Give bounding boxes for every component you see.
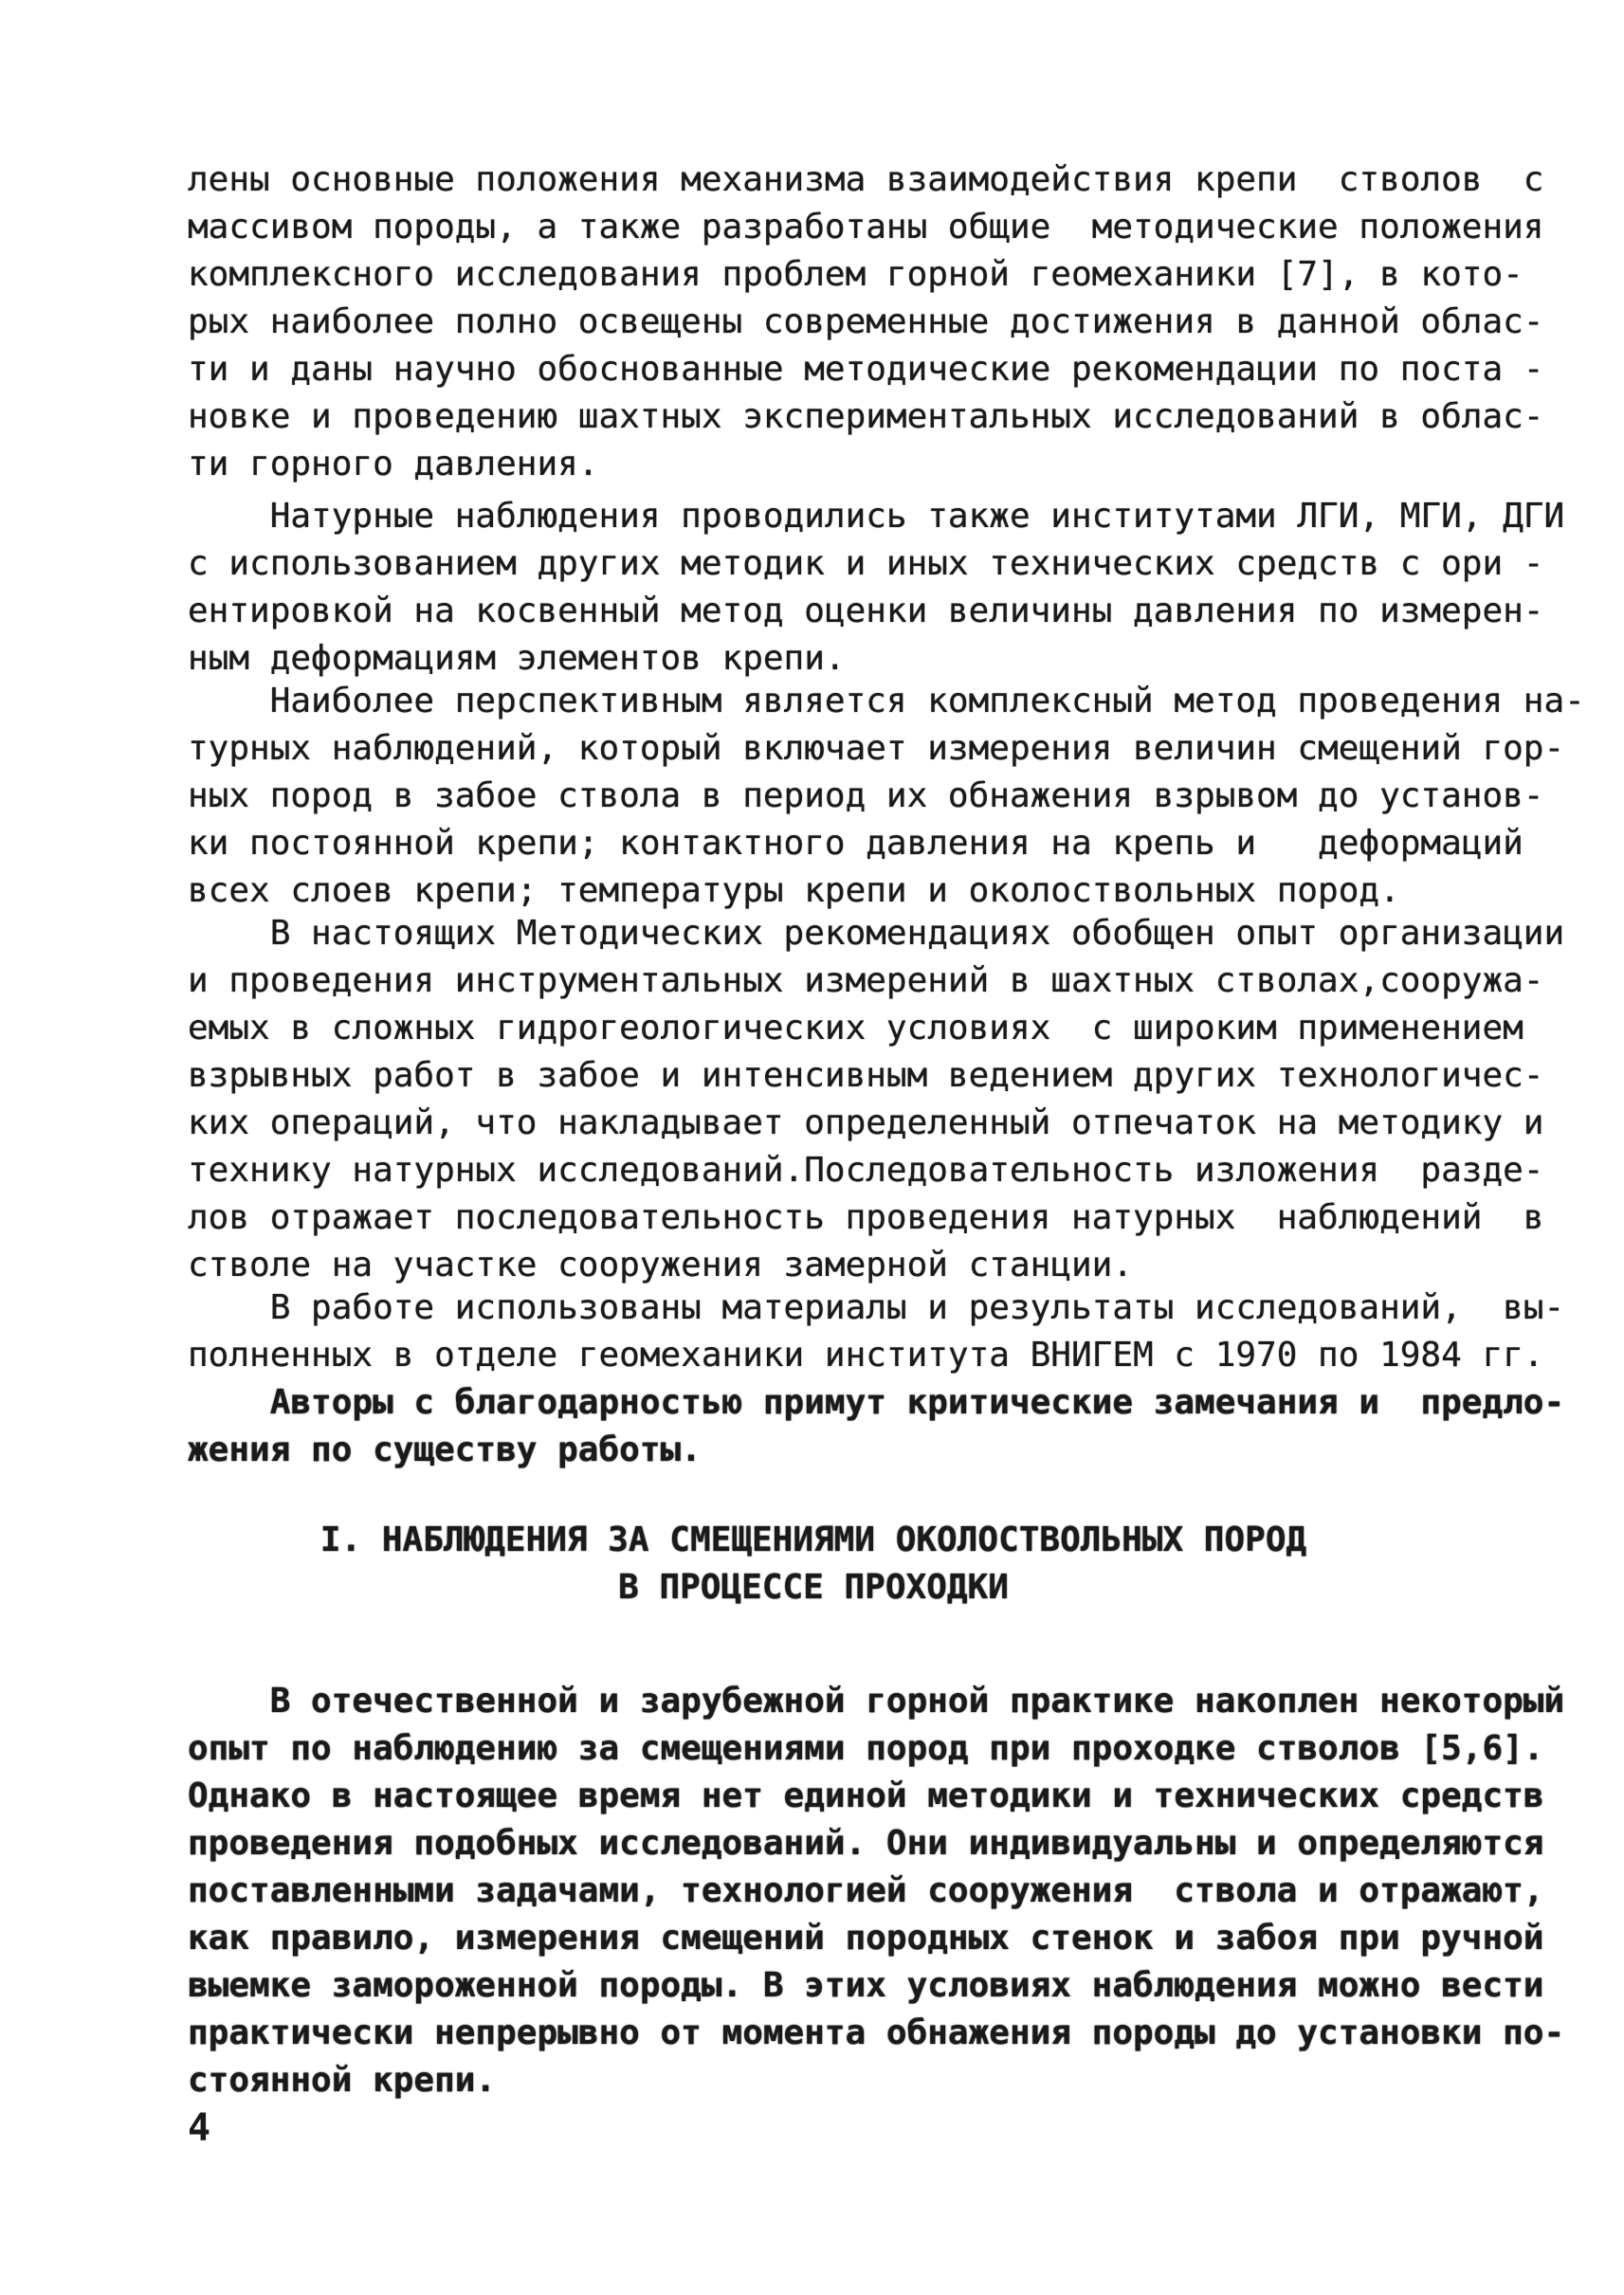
paragraph-materials xyxy=(188,1284,1565,1474)
text-line: ным деформациям элементов крепи. xyxy=(188,639,846,678)
text-line: ких операций, что накладывает определенный отпечаток на методику и xyxy=(188,1103,1544,1142)
text-line: Наиболее перспективным является комплексный метод проведения на- xyxy=(188,682,1585,720)
text-line: ентировкой на косвенный метод оценки величины давления по измерен- xyxy=(188,592,1544,630)
text-line: как правило, измерения смещений породных стенок и забоя при ручной xyxy=(188,1919,1544,1958)
text-line: лов отражает последовательность проведения натурных наблюдений в xyxy=(188,1198,1544,1237)
text-line: стволе на участке сооружения замерной станции. xyxy=(188,1246,1133,1284)
text-line: технику натурных исследований.Последовательность изложения разде- xyxy=(188,1151,1544,1190)
text-line: всех слоев крепи; температуры крепи и околоствольных пород. xyxy=(188,871,1400,910)
text-line: В работе использованы материалы и результаты исследований, вы- xyxy=(188,1288,1565,1327)
text-line: новке и проведению шахтных экспериментальных исследований в облас- xyxy=(188,397,1544,436)
text-line: Авторы с благодарностью примут критические замечания и предло- xyxy=(188,1383,1565,1422)
text-line: жения по существу работы. xyxy=(188,1430,702,1469)
text-line: Натурные наблюдения проводились также институтами ЛГИ, МГИ, ДГИ xyxy=(188,497,1565,536)
text-line: рых наиболее полно освещены современные достижения в данной облас- xyxy=(188,302,1544,341)
section-heading-line-1: I. НАБЛЮДЕНИЯ ЗА СМЕЩЕНИЯМИ ОКОЛОСТВОЛЬНЫХ ПОРОД xyxy=(319,1521,1307,1559)
paragraph-complex-method xyxy=(188,678,1585,915)
text-line: комплексного исследования проблем горной геомеханики [7], в кото- xyxy=(188,255,1524,294)
text-line: ных пород в забое ствола в период их обнажения взрывом до установ- xyxy=(188,776,1544,815)
text-line: емых в сложных гидрогеологических условиях с широким применением xyxy=(188,1009,1524,1047)
text-line: с использованием других методик и иных технических средств с ори - xyxy=(188,544,1544,583)
text-line: выемке замороженной породы. В этих условиях наблюдения можно вести xyxy=(188,1966,1544,2005)
paragraph-practice xyxy=(188,1678,1565,2104)
text-line: практически непрерывно от момента обнажения породы до установки по- xyxy=(188,2013,1565,2052)
text-line: турных наблюдений, который включает измерения величин смещений гор- xyxy=(188,729,1565,768)
text-line: ки постоянной крепи; контактного давления на крепь и деформаций xyxy=(188,824,1524,863)
paragraph-recommendations xyxy=(188,910,1565,1289)
text-line: проведения подобных исследований. Они индивидуальны и определяются xyxy=(188,1824,1544,1863)
text-line: опыт по наблюдению за смещениями пород при проходке стволов [5,6]. xyxy=(188,1729,1544,1768)
text-line: полненных в отделе геомеханики института ВНИГЕМ с 1970 по 1984 гг. xyxy=(188,1336,1544,1375)
paragraph-field-observations xyxy=(188,493,1565,683)
text-line: поставленными задачами, технологией сооружения ствола и отражают, xyxy=(188,1871,1544,1910)
text-line: В отечественной и зарубежной горной практике накоплен некоторый xyxy=(188,1682,1565,1721)
text-line: ти и даны научно обоснованные методические рекомендации по поста - xyxy=(188,350,1544,389)
section-heading-line-2: В ПРОЦЕССЕ ПРОХОДКИ xyxy=(618,1568,1009,1607)
text-line: массивом породы, а также разработаны общие методические положения xyxy=(188,208,1544,246)
text-line: и проведения инструментальных измерений в шахтных стволах,сооружа- xyxy=(188,961,1544,1000)
page-number: 4 xyxy=(188,2106,211,2150)
text-line: лены основные положения механизма взаимодействия крепи стволов с xyxy=(188,160,1544,199)
paragraph-intro xyxy=(188,156,1544,488)
text-line: взрывных работ в забое и интенсивным ведением других технологичес- xyxy=(188,1056,1544,1095)
text-line: Однако в настоящее время нет единой методики и технических средств xyxy=(188,1776,1544,1815)
text-line: стоянной крепи. xyxy=(188,2061,497,2100)
text-line: ти горного давления. xyxy=(188,445,599,483)
section-heading xyxy=(188,1517,1439,1612)
text-line: В настоящих Методических рекомендациях обобщен опыт организации xyxy=(188,914,1565,953)
